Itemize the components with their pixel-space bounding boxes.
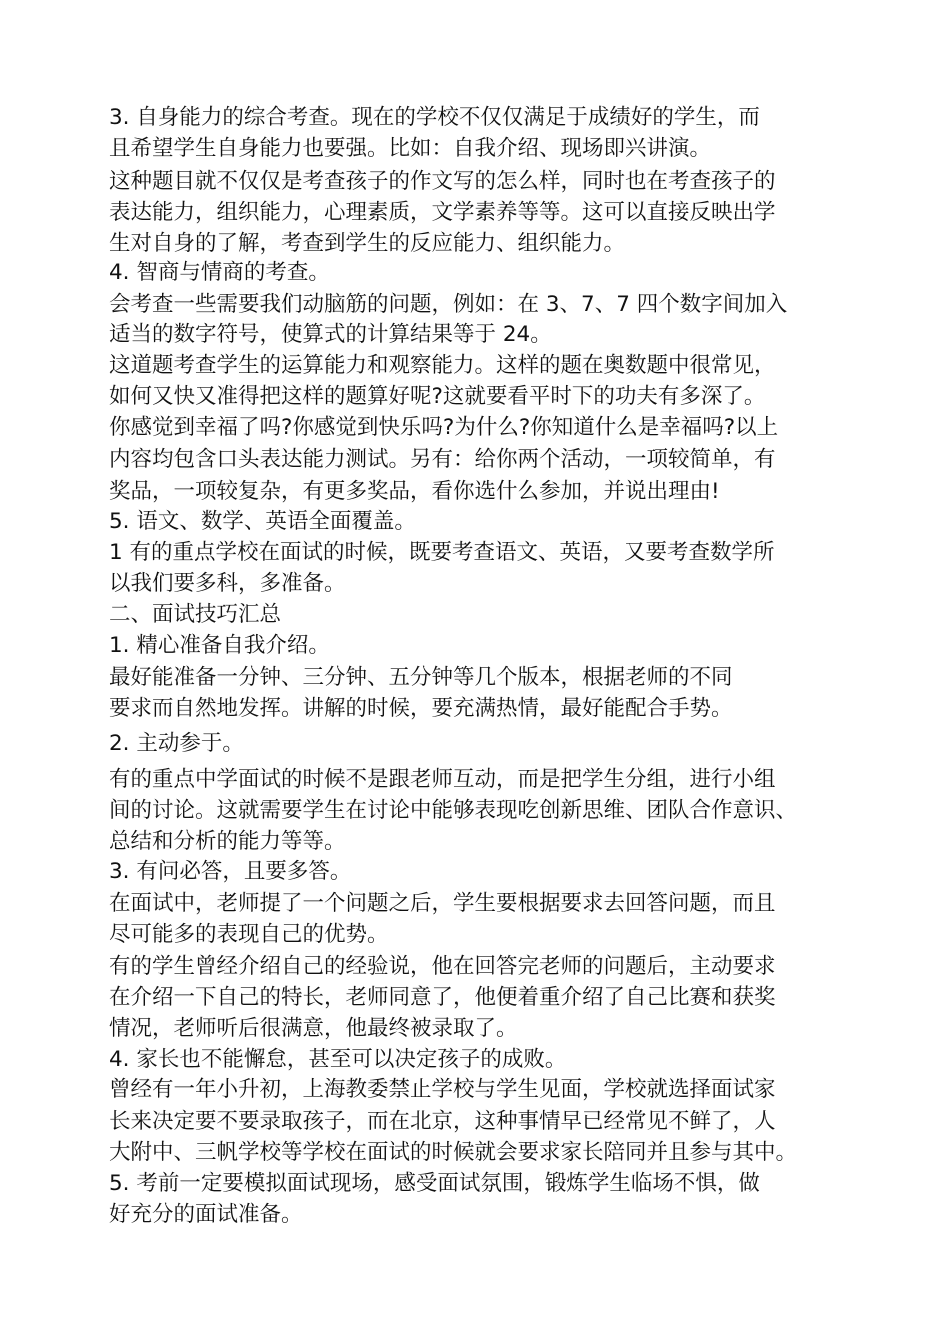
text-line: 这种题目就不仅仅是考查孩子的作文写的怎么样，同时也在考查孩子的	[109, 169, 776, 194]
text-line: 在介绍一下自己的特长，老师同意了，他便着重介绍了自己比赛和获奖	[109, 985, 776, 1010]
text-line: 你感觉到幸福了吗?你感觉到快乐吗?为什么?你知道什么是幸福吗?以上	[109, 415, 779, 440]
text-line: 总结和分析的能力等等。	[109, 829, 346, 854]
text-line: 要求而自然地发挥。讲解的时候，要充满热情，最好能配合手势。	[109, 696, 733, 721]
text-line: 奖品，一项较复杂，有更多奖品，看你选什么参加，并说出理由!	[109, 479, 720, 504]
text-line: 如何又快又准得把这样的题算好呢?这就要看平时下的功夫有多深了。	[109, 384, 766, 409]
text-line: 4. 智商与情商的考查。	[109, 260, 330, 285]
text-line: 生对自身的了解，考查到学生的反应能力、组织能力。	[109, 231, 626, 256]
text-line: 大附中、三帆学校等学校在面试的时候就会要求家长陪同并且参与其中。	[109, 1140, 798, 1165]
text-line: 1. 精心准备自我介绍。	[109, 633, 330, 658]
text-line: 最好能准备一分钟、三分钟、五分钟等几个版本，根据老师的不同	[109, 665, 733, 690]
text-line: 以我们要多科，多准备。	[109, 571, 346, 596]
text-line: 间的讨论。这就需要学生在讨论中能够表现吃创新思维、团队合作意识、	[109, 798, 798, 823]
text-line: 3. 自身能力的综合考查。现在的学校不仅仅满足于成绩好的学生，而	[109, 105, 760, 130]
text-line: 长来决定要不要录取孩子，而在北京，这种事情早已经常见不鲜了，人	[109, 1109, 776, 1134]
text-line: 1 有的重点学校在面试的时候，既要考查语文、英语，又要考查数学所	[109, 540, 775, 565]
text-line: 二、面试技巧汇总	[109, 602, 282, 627]
text-line: 内容均包含口头表达能力测试。另有：给你两个活动，一项较简单，有	[109, 447, 776, 472]
text-line: 4. 家长也不能懈怠，甚至可以决定孩子的成败。	[109, 1047, 567, 1072]
text-line: 适当的数字符号，使算式的计算结果等于 24。	[109, 322, 552, 347]
text-line: 好充分的面试准备。	[109, 1202, 303, 1227]
text-line: 2. 主动参于。	[109, 731, 244, 756]
text-line: 表达能力，组织能力，心理素质，文学素养等等。这可以直接反映出学	[109, 200, 776, 225]
text-line: 且希望学生自身能力也要强。比如：自我介绍、现场即兴讲演。	[109, 136, 712, 161]
text-line: 有的学生曾经介绍自己的经验说，他在回答完老师的问题后，主动要求	[109, 954, 776, 979]
text-line: 3. 有问必答，且要多答。	[109, 859, 352, 884]
text-line: 这道题考查学生的运算能力和观察能力。这样的题在奥数题中很常见，	[109, 353, 776, 378]
text-line: 情况，老师听后很满意，他最终被录取了。	[109, 1016, 518, 1041]
text-line: 在面试中，老师提了一个问题之后，学生要根据要求去回答问题，而且	[109, 891, 776, 916]
text-line: 5. 考前一定要模拟面试现场，感受面试氛围，锻炼学生临场不惧，做	[109, 1171, 760, 1196]
text-line: 会考查一些需要我们动脑筋的问题，例如：在 3、7、7 四个数字间加入	[109, 292, 788, 317]
text-line: 曾经有一年小升初，上海教委禁止学校与学生见面，学校就选择面试家	[109, 1077, 776, 1102]
text-line: 5. 语文、数学、英语全面覆盖。	[109, 509, 416, 534]
text-line: 有的重点中学面试的时候不是跟老师互动，而是把学生分组，进行小组	[109, 767, 776, 792]
text-line: 尽可能多的表现自己的优势。	[109, 922, 389, 947]
